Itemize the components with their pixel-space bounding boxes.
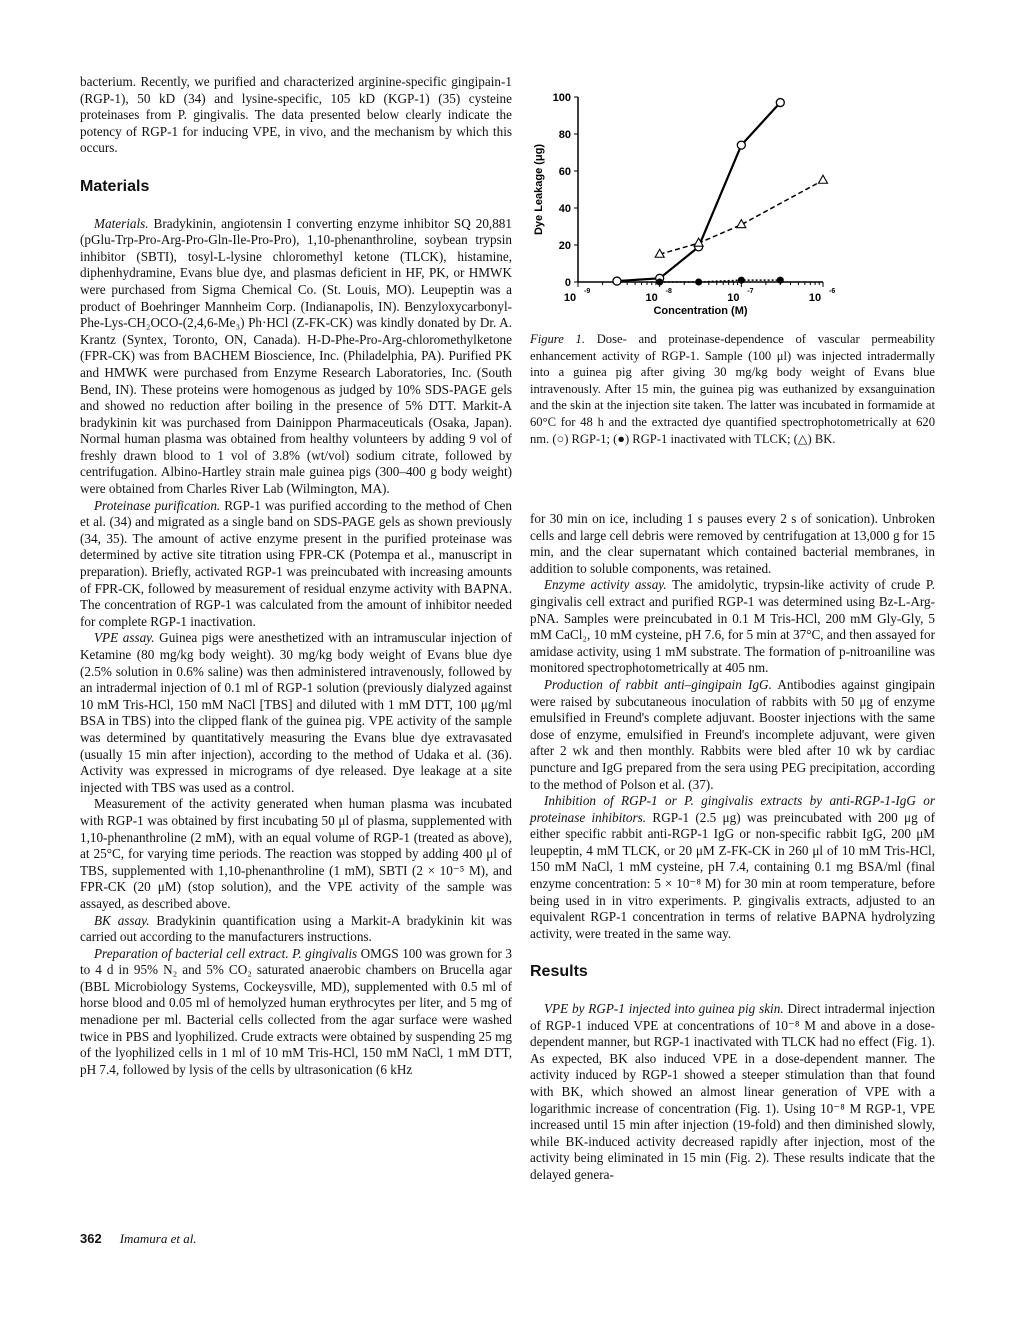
- paragraph: for 30 min on ice, including 1 s pauses every 2 s of sonication). Unbroken cells and large cell debris were removed by centrifugation at 13,000 g for 15 min, and the clear supernatant which contained bacterial membranes, in addition to soluble components, was retained.: [530, 511, 935, 576]
- x-tick-label: 10: [563, 292, 577, 304]
- right-column: [530, 511, 935, 1184]
- y-axis-label: Dye Leakage (μg): [533, 143, 545, 236]
- x-tick-exponent: -8: [665, 288, 672, 295]
- y-tick-label: 0: [564, 277, 571, 289]
- paragraph-text: Guinea pigs were anesthetized with an intramuscular injection of Ketamine (80 mg/kg body weight). 30 mg/kg body weight of Evans blue dye (2.5% solution in 0.6% saline) was then administered intravenously, followed by an intradermal injection of 0.1 ml of RGP-1 solution (previously dialyzed against 10 mM Tris-HCl, 150 mM NaCl [TBS] and diluted with 1 mM DTT, 100 μg/ml BSA in TBS) into the clipped flank of the guinea pig. VPE activity of the sample was determined by quantitatively measuring the Evans blue dye extravasated (usually 15 min after injection), according to the method of Udaka et al. (36). Activity was expressed in micrograms of dye released. Dye leakage at a site injected with TBS was used as a control.: [80, 630, 512, 795]
- figure-1-chart: [520, 80, 850, 325]
- paragraph-text: Direct intradermal injection of RGP-1 induced VPE at concentrations of 10⁻⁸ M and above in a dose-dependent manner, but RGP-1 inactivated with TLCK had no effect (Fig. 1). As expected, BK also induced VPE in a dose-dependent manner. The activity induced by RGP-1 showed a steeper stimulation than that found with BK, which showed an almost linear generation of VPE with a logarithmic increase of concentration (Fig. 1). Using 10⁻⁸ M RGP-1, VPE increased until 15 min after injection (19-fold) and then diminished slowly, while BK-induced activity decreased rapidly after injection, most of the activity being eliminated in 15 min (Fig. 2). These results indicate that the delayed genera-: [530, 1001, 936, 1182]
- paragraph-text: OMGS 100 was grown for 3 to 4 d in 95% N₂ and 5% CO₂ saturated anaerobic chambers on Brucella agar (BBL Microbiology Systems, Cockeysville, MD), supplemented with 0.5 ml of horse blood and 0.05 ml of hemolyzed human erythrocytes per liter, and 5 mg of menadione per ml. Bacterial cells collected from the agar surface were washed twice in PBS and lyophilized. Crude extracts were obtained by suspending 25 mg of the lyophilized cells in 1 ml of 10 mM Tris-HCl, 150 mM NaCl, 1 mM DTT, pH 7.4, followed by lysis of the cells by ultrasonication (6 kHz: [80, 945, 512, 1077]
- filled-circle-point: [695, 279, 702, 286]
- paragraph: [80, 946, 512, 1079]
- figure-caption: [530, 331, 935, 447]
- y-tick-label: 40: [558, 203, 571, 215]
- paragraph-text: RGP-1 (2.5 μg) was preincubated with 200 μg of either specific rabbit anti-RGP-1 IgG or non-specific rabbit IgG, 200 μM leupeptin, 4 mM TLCK, or 20 μM Z-FK-CK in 260 μl of 10 mM Tris-HCl, 150 mM NaCl, 1 mM cysteine, pH 7.4, containing 0.1 mg BSA/ml (final enzyme concentration: 5 × 10⁻⁸ M) for 30 min at room temperature, before being used in in vitro experiments. P. gingivalis extracts, adjusted to an equivalent RGP-1 concentration in terms of relative BAPNA hydrolyzing activity, were treated in the same way.: [530, 809, 935, 941]
- paragraph: [80, 630, 512, 796]
- paragraph: [530, 1001, 935, 1184]
- filled-circle-point: [656, 279, 663, 286]
- paragraph-text: The amidolytic, trypsin-like activity of crude P. gingivalis cell extract and purified RGP-1 was determined using Bz-L-Arg-pNA. Samples were preincubated in 0.1 M Tris-HCl, 200 mM Gly-Gly, 5 mM CaCl₂, 10 mM cysteine, pH 7.6, for 5 min at 37°C, and then assayed for amidase activity, using 1 mM substrate. The formation of p-nitroaniline was monitored spectrophotometrically at 405 nm.: [530, 577, 936, 676]
- paragraph: [530, 677, 935, 793]
- filled-circle-point: [738, 277, 745, 284]
- filled-circle-point: [777, 277, 784, 284]
- page-number: 362: [80, 1231, 102, 1246]
- paragraph: [80, 216, 512, 498]
- x-tick-label: 10: [808, 292, 822, 304]
- paragraph: [530, 793, 935, 942]
- open-circle-point: [613, 277, 621, 285]
- page-footer: [80, 1231, 197, 1248]
- intro-paragraph: bacterium. Recently, we purified and characterized arginine-specific gingipain-1 (RGP-1), 50 kD (34) and lysine-specific, 105 kD (KGP-1) (35) cysteine proteinases from P. gingivalis. The data presented below clearly indicate the potency of RGP-1 for inducing VPE, in vivo, and the mechanism by which this occurs.: [80, 74, 512, 156]
- y-tick-label: 100: [552, 92, 571, 104]
- x-tick-label: 10: [727, 292, 740, 304]
- caption-text: Dose- and proteinase-dependence of vascular permeability enhancement activity of RGP-1. Sample (100 μl) was injected intradermally into a guinea pig after giving 30 mg/kg body weight of Evans blue intravenously. After 15 min, the guinea pig was euthanized by exsanguination and the skin at the injection site taken. The latter was incubated in formamide at 60°C for 48 h and the extracted dye quantified spectrophotometrically at 620 nm. (○) RGP-1; (●) RGP-1 inactivated with TLCK; (△) BK.: [530, 332, 936, 446]
- run-in-heading: VPE by RGP-1 injected into guinea pig skin.: [544, 1001, 784, 1017]
- paragraph-text: Antibodies against gingipain were raised by subcutaneous inoculation of rabbits with 50 μg of enzyme emulsified in Freund's complete adjuvant. Booster injections with the same dose of enzyme, emulsified in Freund's incomplete adjuvant, were given after 2 wk and then monthly. Rabbits were bled after 10 wk by cardiac puncture and IgG prepared from the sera using PEG precipitation, according to the method of Polson et al. (37).: [530, 676, 935, 792]
- left-column: [80, 74, 512, 1078]
- running-head: Imamura et al.: [119, 1231, 197, 1246]
- paragraph-text: Bradykinin, angiotensin I converting enzyme inhibitor SQ 20,881 (pGlu-Trp-Pro-Arg-Pro-Gln-Ile-Pro-Pro), 1,10-phenanthroline, soybean trypsin inhibitor (SBTI), tosyl-L-lysine chloromethyl ketone (TLCK), histamine, diphenhydramine, Evans blue dye, and plasmas deficient in HF, PK, or HMWK were purchased from Sigma Chemical Co. (St. Louis, MO). Leupeptin was a product of Boehringer Mannheim Corp. (Indianapolis, IN). Benzyloxycarbonyl-Phe-Lys-CH₂OCO-(2,4,6-Me₃) Ph·HCl (Z-FK-CK) was kindly donated by Dr. A. Krantz (Syntex, Toronto, ON, Canada). H-D-Phe-Pro-Arg-chloromethylketone (FPR-CK) was from BACHEM Bioscience, Inc. (Philadelphia, PA). Purified PK and HMWK were purchased from Enzyme Research Laboratories, Inc. (South Bend, IN). These proteins were homogenous as judged by 10% SDS-PAGE gels and showed no reduction after boiling in the presence of 5% DTT. Markit-A bradykinin kit was purchased from Dainippon Pharmaceuticals (Osaka, Japan). Normal human plasma was obtained from healthy volunteers by adding 9 vol of freshly drawn blood to 1 vol of 3.8% (wt/vol) sodium citrate, followed by centrifugation. Albino-Hartley strain male guinea pigs (300–400 g body weight) were obtained from Charles River Lab (Wilmington, MA).: [80, 215, 512, 497]
- x-axis-label: Concentration (M): [653, 305, 748, 317]
- x-tick-exponent: -9: [584, 288, 591, 295]
- run-in-heading: BK assay.: [94, 912, 150, 928]
- y-tick-label: 20: [558, 240, 571, 252]
- series-line-2: [660, 180, 823, 254]
- run-in-heading: Production of rabbit anti–gingipain IgG.: [544, 676, 772, 692]
- run-in-heading: Enzyme activity assay.: [544, 577, 667, 593]
- x-tick-exponent: -6: [829, 288, 836, 295]
- x-tick-label: 10: [645, 292, 658, 304]
- series-line-0: [617, 103, 780, 282]
- x-tick-exponent: -7: [747, 288, 754, 295]
- paragraph: [80, 498, 512, 631]
- materials-heading: Materials: [80, 177, 150, 195]
- run-in-heading: VPE assay.: [94, 630, 155, 646]
- run-in-heading: Materials.: [94, 215, 149, 231]
- paragraph-text: RGP-1 was purified according to the method of Chen et al. (34) and migrated as a single band on SDS-PAGE gels as shown previously (34, 35). The amount of active enzyme present in the purified proteinase was determined by active site titration using FPR-CK (Potempa et al., manuscript in preparation). Briefly, activated RGP-1 was preincubated with increasing amounts of FPR-CK, followed by measurement of residual enzyme activity with BAPNA. The concentration of RGP-1 was calculated from the amount of inhibitor needed for complete RGP-1 inactivation.: [80, 497, 512, 629]
- open-circle-point: [737, 141, 745, 149]
- y-tick-label: 60: [558, 166, 571, 178]
- caption-label: Figure 1.: [530, 332, 585, 346]
- run-in-heading: Preparation of bacterial cell extract. P. gingivalis: [94, 945, 358, 961]
- paragraph: [80, 913, 512, 946]
- open-circle-point: [776, 99, 784, 107]
- run-in-heading: Inhibition of RGP-1 or P. gingivalis extracts by anti-RGP-1-IgG or proteinase inhibitors.: [530, 793, 935, 825]
- run-in-heading: Proteinase purification.: [94, 497, 221, 513]
- results-heading: Results: [530, 963, 588, 981]
- paragraph: Measurement of the activity generated when human plasma was incubated with RGP-1 was obtained by first incubating 50 μl of plasma, supplemented with 1,10-phenanthroline (2 mM), with an equal volume of RGP-1 (treated as above), at 25°C, for varying time periods. The reaction was stopped by adding 400 μl of TBS, supplemented with 1,10-phenanthroline (1 mM), SBTI (2 × 10⁻⁵ M), and FPR-CK (20 μM) (stop solution), and the VPE activity of the sample was assayed, as described above.: [80, 796, 512, 911]
- paragraph: [530, 577, 935, 677]
- y-tick-label: 80: [558, 129, 571, 141]
- open-triangle-point: [819, 175, 828, 183]
- paragraph-text: Bradykinin quantification using a Markit-A bradykinin kit was carried out according to the manufacturers instructions.: [80, 912, 512, 945]
